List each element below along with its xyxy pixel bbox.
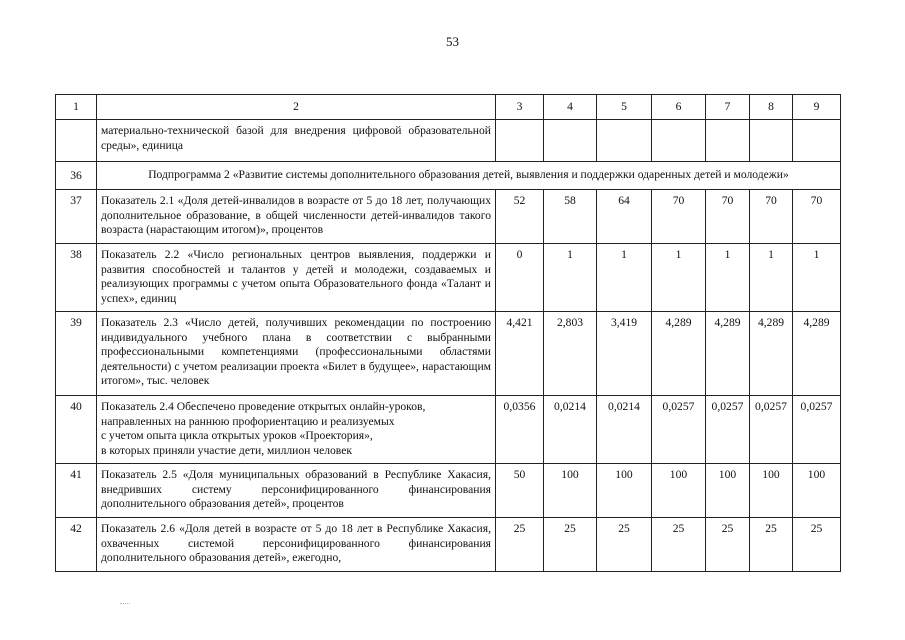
value-cell: 1 bbox=[597, 244, 652, 312]
value-cell: 0,0214 bbox=[544, 396, 597, 464]
indicator-description: Показатель 2.2 «Число региональных центров выявления, поддержки и развития способностей и талантов у детей и молодежи, создаваемых и реализующих программы с учетом опыта Образовательного фонда «Талант и успех», единиц bbox=[97, 244, 496, 312]
indicator-line: в которых приняли участие дети, миллион человек bbox=[101, 443, 352, 457]
table-row bbox=[56, 190, 841, 244]
value-cell: 2,803 bbox=[544, 312, 597, 396]
value-cell: 0,0257 bbox=[793, 396, 841, 464]
header-cell: 8 bbox=[750, 95, 793, 120]
value-cell: 25 bbox=[750, 518, 793, 572]
value-cell: 25 bbox=[544, 518, 597, 572]
header-cell: 2 bbox=[97, 95, 496, 120]
table-row bbox=[56, 518, 841, 572]
value-cell: 1 bbox=[652, 244, 706, 312]
value-cell: 100 bbox=[597, 464, 652, 518]
value-cell: 4,289 bbox=[793, 312, 841, 396]
footer-mark bbox=[120, 603, 130, 604]
row-number: 38 bbox=[56, 244, 97, 312]
value-cell: 70 bbox=[706, 190, 750, 244]
value-cell: 0 bbox=[496, 244, 544, 312]
value-cell: 100 bbox=[706, 464, 750, 518]
value-cell: 52 bbox=[496, 190, 544, 244]
value-cell: 0,0257 bbox=[706, 396, 750, 464]
row-number bbox=[56, 120, 97, 162]
value-cell: 1 bbox=[706, 244, 750, 312]
row-number: 42 bbox=[56, 518, 97, 572]
value-cell: 0,0257 bbox=[750, 396, 793, 464]
value-cell: 4,289 bbox=[750, 312, 793, 396]
value-cell: 4,289 bbox=[652, 312, 706, 396]
row-number: 36 bbox=[56, 162, 97, 190]
value-cell: 25 bbox=[706, 518, 750, 572]
value-cell: 70 bbox=[652, 190, 706, 244]
value-cell: 64 bbox=[597, 190, 652, 244]
header-cell: 6 bbox=[652, 95, 706, 120]
value-cell: 0,0214 bbox=[597, 396, 652, 464]
table-row bbox=[56, 312, 841, 396]
table-row bbox=[56, 120, 841, 162]
value-cell: 0,0257 bbox=[652, 396, 706, 464]
indicator-description: Показатель 2.6 «Доля детей в возрасте от 5 до 18 лет в Республике Хакасия, охваченных системой персонифицированного финансирования дополнительного образования детей», ежегодно, bbox=[97, 518, 496, 572]
value-cell: 25 bbox=[597, 518, 652, 572]
indicator-description: Показатель 2.3 «Число детей, получивших рекомендации по построению индивидуального учебного плана в соответствии с выбранными профессиональными компетенциями (профессиональными областями деятельности) с учетом реализации проекта «Билет в будущее», нарастающим итогом», тыс. человек bbox=[97, 312, 496, 396]
header-cell: 4 bbox=[544, 95, 597, 120]
subprogram-title: Подпрограмма 2 «Развитие системы дополнительного образования детей, выявления и поддержки одаренных детей и молодежи» bbox=[97, 162, 841, 190]
value-cell: 25 bbox=[793, 518, 841, 572]
indicator-description: Показатель 2.5 «Доля муниципальных образований в Республике Хакасия, внедривших систему персонифицированного финансирования дополнительного образования детей», процентов bbox=[97, 464, 496, 518]
header-cell: 5 bbox=[597, 95, 652, 120]
value-cell: 1 bbox=[750, 244, 793, 312]
indicator-table bbox=[55, 94, 841, 572]
row-number: 41 bbox=[56, 464, 97, 518]
value-cell: 100 bbox=[544, 464, 597, 518]
value-cell: 70 bbox=[750, 190, 793, 244]
value-cell: 25 bbox=[496, 518, 544, 572]
table-row bbox=[56, 464, 841, 518]
value-cell: 58 bbox=[544, 190, 597, 244]
indicator-line: Показатель 2.4 Обеспечено проведение открытых онлайн-уроков, bbox=[101, 400, 426, 413]
header-cell: 1 bbox=[56, 95, 97, 120]
value-cell: 1 bbox=[793, 244, 841, 312]
header-cell: 3 bbox=[496, 95, 544, 120]
table-row bbox=[56, 244, 841, 312]
indicator-line: с учетом опыта цикла открытых уроков «Проектория», bbox=[101, 429, 373, 443]
value-cell: 0,0356 bbox=[496, 396, 544, 464]
row-number: 40 bbox=[56, 396, 97, 464]
indicator-description: материально-технической базой для внедрения цифровой образовательной среды», единица bbox=[97, 120, 496, 162]
value-cell: 100 bbox=[793, 464, 841, 518]
value-cell: 3,419 bbox=[597, 312, 652, 396]
value-cell: 50 bbox=[496, 464, 544, 518]
value-cell: 4,421 bbox=[496, 312, 544, 396]
value-cell: 100 bbox=[652, 464, 706, 518]
row-number: 39 bbox=[56, 312, 97, 396]
indicator-description: Показатель 2.1 «Доля детей-инвалидов в возрасте от 5 до 18 лет, получающих дополнительное образование, в общей численности детей-инвалидов такого возраста (нарастающим итогом)», процентов bbox=[97, 190, 496, 244]
subprogram-row bbox=[56, 162, 841, 190]
header-cell: 7 bbox=[706, 95, 750, 120]
value-cell: 4,289 bbox=[706, 312, 750, 396]
header-row bbox=[56, 95, 841, 120]
table-row bbox=[56, 396, 841, 464]
value-cell: 1 bbox=[544, 244, 597, 312]
row-number: 37 bbox=[56, 190, 97, 244]
page-number: 53 bbox=[446, 34, 459, 49]
value-cell: 70 bbox=[793, 190, 841, 244]
value-cell: 100 bbox=[750, 464, 793, 518]
indicator-description bbox=[97, 396, 496, 464]
value-cell: 25 bbox=[652, 518, 706, 572]
indicator-line: направленных на раннюю профориентацию и реализуемых bbox=[101, 414, 395, 428]
header-cell: 9 bbox=[793, 95, 841, 120]
